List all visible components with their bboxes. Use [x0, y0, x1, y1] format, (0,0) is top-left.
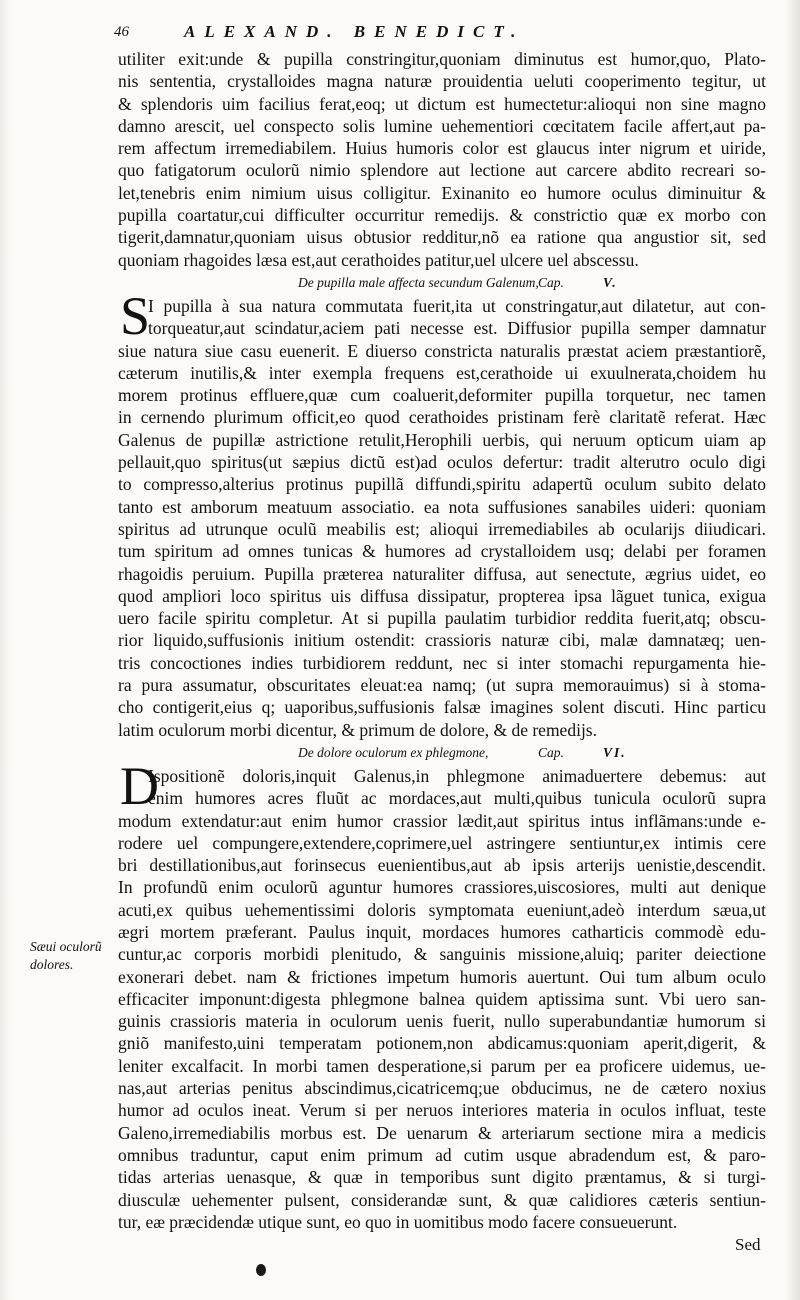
- text-line: cho contigerit,eius q; uaporibus,suffusionis falsæ imagines solent discuti. Hinc particu: [118, 697, 766, 718]
- text-line: damno arescit, uel conspecto solis lumine uehementiori cœcitatem facile affert,aut pa-: [118, 115, 766, 136]
- chapter-title: De pupilla male affecta secundum Galenum,: [298, 274, 539, 290]
- text-line: nas,aut arterias penitus abscindimus,cicatricemq;ue obducimus, ne de cætero noxius: [118, 1078, 766, 1099]
- drop-capital: D: [120, 755, 159, 816]
- chapter-6-lines: [118, 765, 766, 1233]
- page-header: [114, 22, 754, 46]
- drop-capital: S: [120, 285, 151, 346]
- text-line: acuti,ex quibus uehementissimi doloris symptomata eueniunt,adeò interdum sæua,ut: [118, 899, 766, 920]
- text-line: tur, eæ præcidendæ utique sunt, eo quo in uomitibus modo facere consueuerunt.: [118, 1211, 678, 1232]
- text-line: quo fatigatorum oculorũ nimio splendore aut lectione aut carcere abdito recreari so-: [118, 160, 766, 181]
- text-line: tigerit,damnatur,quoniam uisus obtusior redditur,nõ ea ratione qua angustior sit, sed: [118, 227, 766, 248]
- text-line: exonerari debet. nam & frictiones impetum humoris auertunt. Oui tum album oculo: [118, 966, 766, 987]
- text-line: modum extendatur:aut enim humor crassior lædit,aut spiritus intus inflãmans:unde e-: [118, 810, 766, 831]
- text-line: rodere uel compungere,extendere,coprimere,uel astringere sentiuntur,ex intimis cere: [118, 832, 766, 853]
- text-line: tum spiritum ad omnes tunicas & humores ad crystalloidem usq; delabi per foramen: [118, 541, 766, 562]
- text-line: enim humores acres fluũt ac mordaces,aut multi,quibus tunicula oculorũ supra: [148, 788, 766, 809]
- main-text: [118, 48, 766, 1233]
- chapter-5-heading: [118, 271, 766, 295]
- chapter-5-body: [118, 285, 766, 741]
- text-line: tris concoctiones indies turbidiorem reddunt, nec si inter stomachi repurgamenta hie-: [118, 652, 766, 673]
- text-line: Galenus de pupillæ astrictione retulit,Herophili uerbis, qui neruum opticum uiam ap: [118, 429, 766, 450]
- text-line: efficaciter imponunt:digesta phlegmone balnea quidem aptissima sunt. Vbi uero san-: [118, 988, 766, 1009]
- margin-note: Sæui oculorũ dolores.: [30, 939, 102, 972]
- text-line: Galeno,irremediabilis morbus est. De uenarum & arteriarum sectione mira a medicis: [118, 1122, 766, 1143]
- text-line: nis sententia, crystalloides magna naturæ prouidentia ueluti cooperimento tegitur, ut: [118, 71, 766, 92]
- text-line: in cernendo plurimum officit,eo quod cerathoides pristinam ferè claritatẽ referat. Hæc: [118, 407, 766, 428]
- text-line: uero facile spiritu completur. At si pupilla paulatim turbidior reddita fuerit,atq; obscu-: [118, 608, 766, 629]
- text-line: quoniam rhagoides læsa est,aut cerathoides patitur,uel ulcere uel abscessu.: [118, 249, 639, 270]
- chapter-cap-label: Cap.: [538, 744, 564, 760]
- text-line: bri destillationibus,aut forinsecus euenientibus,aut ab ipsis arterijs uenistie,descendit.: [118, 855, 766, 876]
- text-line: diusculæ uehementer pulsent, considerandæ sunt, & quæ calidiores cæteris sentiun-: [118, 1189, 766, 1210]
- chapter-number: V.: [603, 274, 618, 290]
- text-line: spiritus ad utrunque oculũ meabilis est; alioqui irremediabiles ab ocularijs diiudicari.: [118, 518, 766, 539]
- chapter-6-body: [118, 755, 766, 1233]
- text-line: ægri mortem præferant. Paulus inquit, mordaces humores catharticis commodè edu-: [118, 921, 766, 942]
- page-number: 46: [114, 24, 129, 40]
- text-line: tidas arterias uenasque, & quæ in temporibus sunt digito præntamus, & si turgi-: [118, 1167, 766, 1188]
- text-line: quod ampliori loco spiritus uis diffusa dissipatur, propterea ipsa lãguet tunica, exigua: [118, 585, 766, 606]
- text-line: leniter excalfacit. In morbi tamen desperatione,si parum per ea proficere uidemus, ue-: [118, 1055, 766, 1076]
- paragraph-continuation: [118, 48, 766, 271]
- text-line: torqueatur,aut scindatur,aciem pati necesse est. Diffusior pupilla semper damnatur: [148, 318, 766, 339]
- text-line: ra pura assumatur, obscuritates eleuat:ea namq; (ut supra memorauimus) si à stoma-: [118, 675, 766, 696]
- text-line: I pupilla à sua natura commutata fuerit,ita ut constringatur,aut dilatetur, aut con-: [148, 295, 766, 316]
- text-line: omnibus traduntur, caput enim primum ad cutim usque abradendum est, & paro-: [118, 1144, 766, 1165]
- text-line: pellauit,quo spiritus(ut sæpius dictũ est)ad oculos defertur: tradit alterutro oculo digi: [118, 452, 766, 473]
- text-line: rior liquido,suffusionis initium ostendit: crassioris naturæ cibi, malæ damnatæq; uen-: [118, 630, 766, 651]
- text-line: In profundũ enim oculorũ aguntur humores crassiores,uiscosiores, multi aut denique: [118, 877, 766, 898]
- catchword: Sed: [735, 1235, 761, 1254]
- chapter-number: VI.: [603, 744, 627, 760]
- text-line: Ispositionẽ doloris,inquit Galenus,in phlegmone animaduertere debemus: aut: [148, 765, 766, 786]
- text-line: tanto est amborum meatuum associatio. ea nota suffusiones sanabiles uideri: quoniam: [118, 496, 766, 517]
- text-line: siue natura siue casu euenerit. E diuerso constricta naturalis præstat aciem præstantiorẽ,: [118, 340, 766, 361]
- chapter-5-lines: [118, 295, 766, 741]
- text-line: pupilla coartatur,cui difficulter occurritur remedijs. & constrictio quæ ex morbo con: [118, 205, 766, 226]
- text-line: rem affectum irremediabilem. Huius humoris color est glaucus inter nigrum et uiride,: [118, 138, 766, 159]
- text-line: cæterum inutilis,& inter exempla frequens est,cerathoide ui exuulnerata,choidem hu: [118, 362, 766, 383]
- text-line: to compresso,alterius protinus pupillã diffundi,spiritu adapertũ oculum subito delato: [118, 474, 766, 495]
- text-line: utiliter exit:unde & pupilla constringitur,quoniam diminutus est humor,quo, Plato-: [118, 49, 766, 69]
- chapter-title: De dolore oculorum ex phlegmone,: [298, 744, 489, 760]
- text-line: rhagoidis peruium. Pupilla præterea naturaliter diffusa, aut senectute, ægrius uidet, eo: [118, 563, 766, 584]
- chapter-6-heading: [118, 741, 766, 765]
- chapter-cap-label: Cap.: [538, 274, 564, 290]
- text-line: morem protinus effluere,quæ cum coaluerit,deformiter pupilla torquetur, nec tamen: [118, 385, 766, 406]
- text-line: & splendoris uim facilius ferat,eoq; ut dictum est humectetur:alioqui non sine magno: [118, 93, 766, 114]
- running-title: ALEXAND. BENEDICT.: [184, 22, 525, 41]
- text-line: cuntur,ac corporis morbidi plenitudo, & sanguinis missione,aluiq; pariter deiectione: [118, 944, 766, 965]
- text-line: latim oculorum morbi dicentur, & primum de dolore, & de remedijs.: [118, 719, 597, 740]
- ink-blot: [256, 1264, 266, 1276]
- text-line: let,tenebris enim nimium uisus colligitur. Exinanito eo humore oculus diminuitur &: [118, 182, 766, 203]
- text-line: guinis crassioris materia in oculorum uenis fuerit, nullo superabundantiæ humorum si: [118, 1011, 766, 1032]
- text-line: gniõ manifesto,uini temperatam potionem,non abdicamus:quoniam aperit,digerit, &: [118, 1033, 766, 1054]
- text-line: humor ad oculos ineat. Verum si per neruos interiores materia in oculos influat, teste: [118, 1100, 766, 1121]
